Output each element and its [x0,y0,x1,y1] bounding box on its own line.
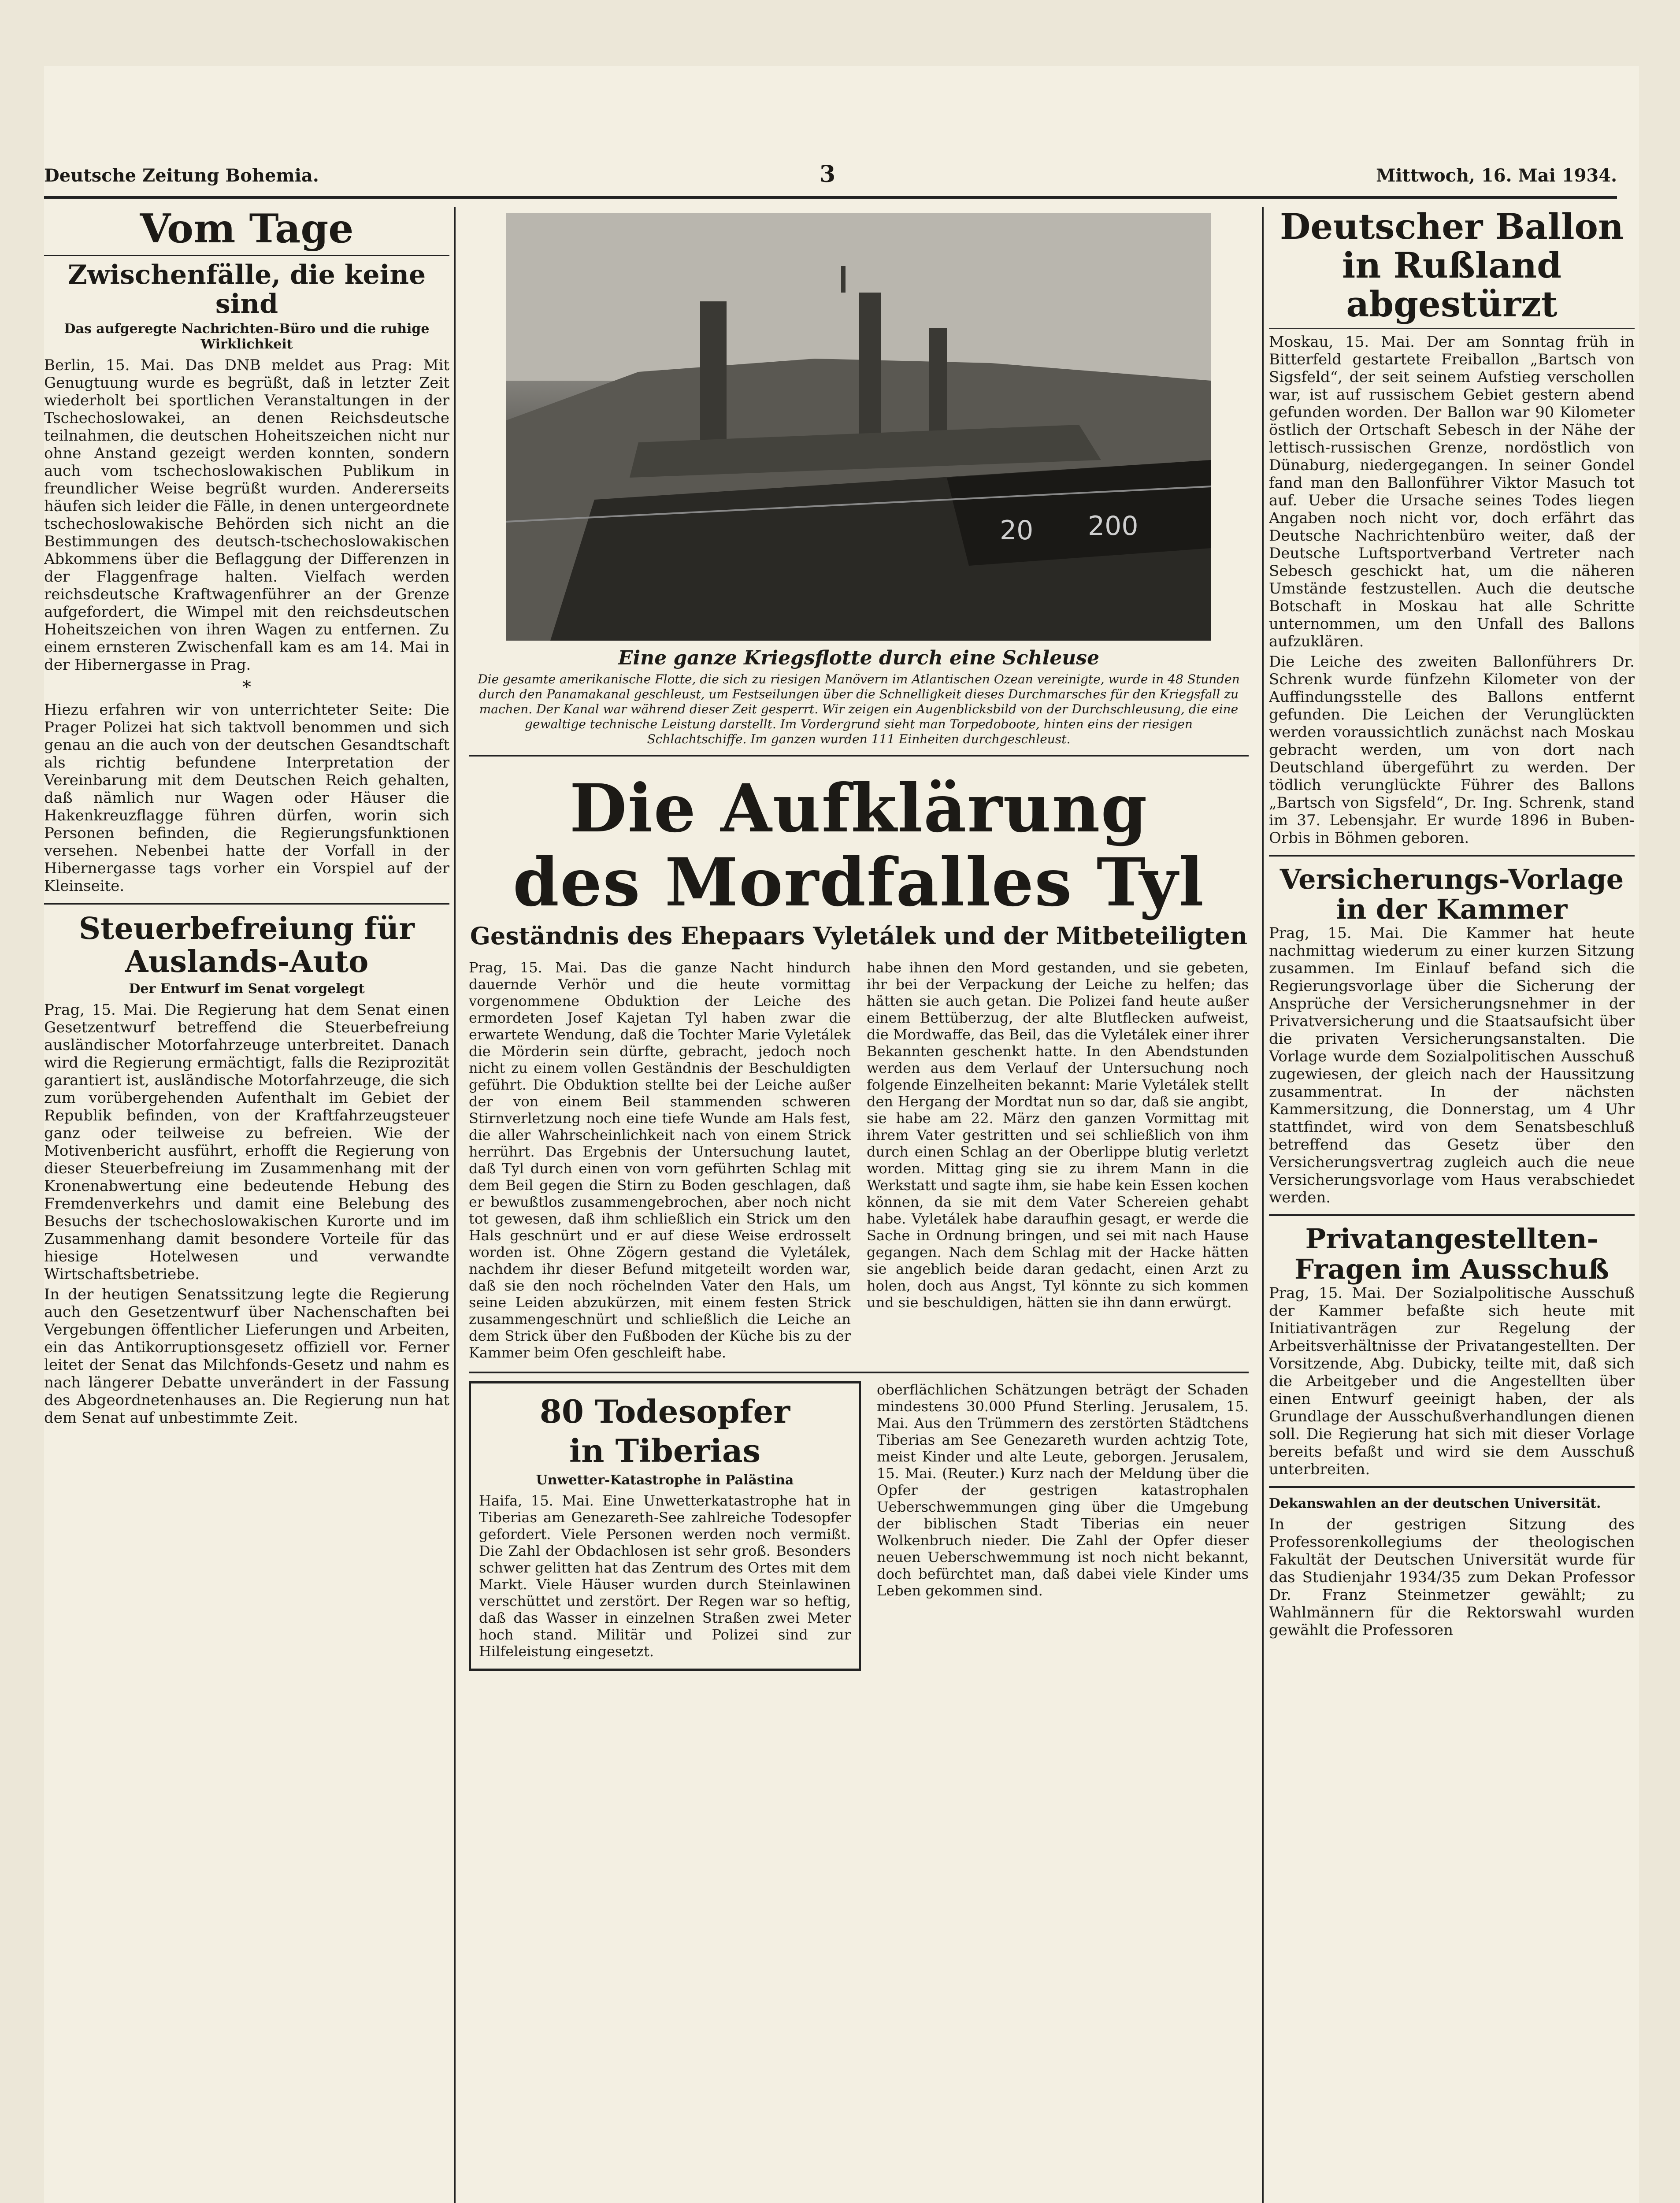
article-title: Zwischenfälle, die keine sind [67,260,426,319]
article-title: Dekanswahlen an der deutschen Universität. [1269,1495,1601,1511]
photo-caption-title: Eine ganze Kriegsflotte durch eine Schleuse [618,647,1100,669]
article-title: Versicherungs-Vorlage in der Kammer [1279,863,1624,926]
article-paragraph: Berlin, 15. Mai. Das DNB meldet aus Prag: Mit Genugtuung wurde es begrüßt, daß in letzter Zeit wiederholt bei sportlichen Veranstaltungen in der Tschechoslowakei, an denen Reichsdeutsche teilnahmen, die deutschen Hoheitszeichen nicht nur ohne Anstand gezeigt werden konnten, sondern auch vom tschechoslowakischen Publikum in freundlicher Weise begrüßt wurden. Andererseits häufen sich leider die Fälle, in denen untergeordnete tschechoslowakische Behörden sich nicht an die Bestimmungen des deutsch-tschechoslowakischen Abkommens über die Beflaggung der Differenzen in der Flaggenfrage halten. Vielfach werden reichsdeutsche Kraftwagenführer an der Grenze aufgefordert, die Wimpel mit den reichsdeutschen Hoheitszeichen von ihren Wagen zu entfernen. Zu einem ernsteren Zwischenfall kam es am 14. Mai in der Hibernergasse in Prag. [44,356,449,674]
issue-date: Mittwoch, 16. Mai 1934. [1376,165,1617,186]
article-paragraph: Die Leiche des zweiten Ballonführers Dr. Schrenk wurde fünfzehn Kilometer von der Auffindungsstelle des Ballons entfernt gefunden. Die Leichen der Verunglückten werden voraussichtlich zunächst nach Moskau gebracht werden, um von dort nach Deutschland übergeführt zu werden. Der tödlich verunglückte Führer des Ballons „Bartsch von Sigsfeld“, Dr. Ing. Schrenk, stand im 37. Lebensjahr. Er wurde 1896 in Buben-Orbis in Böhmen geboren. [1269,653,1635,847]
right-column [1269,207,1635,2203]
page-header [44,161,1617,199]
vom-tage-heading: Vom Tage [140,207,354,252]
divider [1269,1214,1635,1216]
masthead-left: Deutsche Zeitung Bohemia. [44,165,319,186]
separator-mark: * [242,677,251,697]
tiberias-subtitle: Unwetter-Katastrophe in Palästina [536,1472,794,1488]
divider [44,903,449,905]
article-paragraph: Haifa, 15. Mai. Eine Unwetterkatastrophe hat in Tiberias am Genezareth-See zahlreiche Todesopfer gefordert. Viele Personen werden noch vermißt. Die Zahl der Obdachlosen ist sehr groß. Besonders schwer gelitten hat das Zentrum des Ortes mit dem Markt. Viele Häuser wurden durch Steinlawinen verschüttet und zerstört. Der Regen war so heftig, daß das Wasser in einzelnen Straßen zwei Meter hoch stand. Militär und Polizei sind zur Hilfeleistung eingesetzt. [479,1492,851,1660]
left-column [44,207,449,2203]
article-paragraph: In der heutigen Senatssitzung legte die Regierung auch den Gesetzentwurf über Nachenschaften bei Vergebungen öffentlicher Lieferungen und Arbeiten, ein das Antikorruptionsgesetz offiziell vor. Ferner leitet der Senat das Milchfonds-Gesetz und nahm es nach längerer Debatte unverändert in der Fassung des Abgeordnetenhauses an. Die Regierung nun hat dem Senat auf unbestimmte Zeit. [44,1285,449,1427]
battleship-photo [506,213,1211,641]
article-paragraph: Prag, 15. Mai. Der Sozialpolitische Ausschuß der Kammer befaßte sich heute mit Initiativanträgen zur Regelung der Arbeitsverhältnisse der Privatangestellten. Der Vorsitzende, Abg. Dubicky, teilte mit, daß sich die Arbeitgeber und die Angestellten über einen Entwurf geeinigt haben, der als Grundlage der Ausschußverhandlungen dienen soll. Die Regierung hat sich mit dieser Vorlage bereits befaßt und wird sie dem Ausschuß unterbreiten. [1269,1284,1635,1478]
article-paragraph: habe ihnen den Mord gestanden, und sie gebeten, ihr bei der Verpackung der Leiche zu helfen; das hätten sie auch getan. Die Polizei fand heute außer einem Bettüberzug, der alte Blutflecken aufweist, die Mordwaffe, das Beil, das die Vyletálek einer ihrer Bekannten geschenkt hatte. In den Abendstunden werden aus dem Verlauf der Untersuchung noch folgende Einzelheiten bekannt: Marie Vyletálek stellt den Hergang der Mordtat nun so dar, daß sie angibt, sie habe am 22. März den ganzen Vormittag mit ihrem Vater gestritten und sei schließlich von ihm durch einen Schlag an der Oberlippe blutig verletzt worden. Mittag ging sie zu ihrem Mann in die Werkstatt und sagte ihm, sie habe kein Essen kochen können, da sie mit dem Vater Schereien gehabt habe. Vyletálek habe daraufhin gesagt, er werde die Sache in Ordnung bringen, und sei mit nach Hause gegangen. Nach dem Schlag mit der Hacke hätten sie angeblich beide daran gedacht, einen Arzt zu holen, doch aus Angst, Tyl könnte zu sich kommen und sie beschuldigen, hätten sie ihn dann erwürgt. [867,959,1249,1311]
headline-subtitle: Geständnis des Ehepaars Vyletálek und der Mitbeteiligten [470,922,1248,950]
divider [44,255,449,256]
article-paragraph: Moskau, 15. Mai. Der am Sonntag früh in Bitterfeld gestartete Freiballon „Bartsch von Sigsfeld“, der seit seinem Aufstieg verschollen war, ist auf russischem Gebiet gestern abend gefunden worden. Der Ballon war 90 Kilometer östlich der Ortschaft Sebesch in der Nähe der lettisch-russischen Grenze, nordöstlich von Dünaburg, niedergegangen. In seiner Gondel fand man den Ballonführer Viktor Masuch tot auf. Ueber die Ursache seines Todes liegen Angaben noch nicht vor, doch erfährt das Deutsche Nachrichtenbüro weiter, daß der Deutsche Luftsportverband Vertreter nach Sebesch geschickt hat, um die näheren Umstände festzustellen. Auch die deutsche Botschaft in Moskau hat alle Schritte unternommen, um den Unfall des Ballons aufzuklären. [1269,333,1635,650]
divider [1269,328,1635,329]
svg-text:200: 200 [1088,511,1139,541]
headline-line-2: des Mordfalles Tyl [512,843,1205,921]
article-columns [469,959,1249,1364]
tiberias-box [469,1381,861,1671]
article-paragraph: Prag, 15. Mai. Die Kammer hat heute nachmittag wiederum zu einer kurzen Sitzung zusammen. Im Einlauf befand sich die Regierungsvorlage über die Sicherung der Ansprüche der Versicherungsnehmer in der Privatversicherung und die Staatsaufsicht über die privaten Versicherungsanstalten. Die Vorlage wurde dem Sozialpolitischen Ausschuß zugewiesen, der gleich nach der Haussitzung zusammentrat. In der nächsten Kammersitzung, die Donnerstag, um 4 Uhr stattfindet, wird von dem Senatsbeschluß betreffend das Gesetz über den Versicherungsvertrag zugleich auch die neue Versicherungsvorlage vom Haus verabschiedet werden. [1269,924,1635,1207]
tiberias-section [469,1381,1249,1671]
photo-caption: Die gesamte amerikanische Flotte, die sich zu riesigen Manövern im Atlantischen Ozean vereinigte, wurde in 48 Stunden durch den Panamakanal geschleust, um Festseilungen über die Schnelligkeit dieses Durchmarsches für den Kriegsfall zu machen. Der Kanal war während dieser Zeit gesperrt. Wir zeigen ein Augenblicksbild von der Durchschleusung, die eine gewaltige technische Leistung darstellt. Im Vordergrund sieht man Torpedoboote, hinten eins der riesigen Schlachtschiffe. Im ganzen wurden 111 Einheiten durchgeschleust. [478,672,1240,746]
headline-line-1: Die Aufklärung [569,770,1148,847]
svg-text:20: 20 [1000,515,1034,546]
divider [469,1372,1249,1373]
article-title: Privatangestellten-Fragen im Ausschuß [1294,1223,1609,1285]
article-paragraph: Prag, 15. Mai. Die Regierung hat dem Senat einen Gesetzentwurf betreffend die Steuerbefreiung ausländischer Motorfahrzeuge unterbreitet. Danach wird die Regierung ermächtigt, falls die Reziprozität garantiert ist, ausländische Motorfahrzeuge, die sich zum vorübergehenden Aufenthalt im Gebiet der Republik befinden, von der Kraftfahrzeugsteuer ganz oder teilweise zu befreien. Wie der Motivenbericht ausführt, erhofft die Regierung von dieser Steuerbefreiung im Zusammenhang mit der Kronenabwertung eine bedeutende Hebung des Fremdenverkehrs und damit eine Belebung des Besuchs der tschechoslowakischen Kurorte und im Zusammenhang damit besondere Vorteile für das hiesige Hotelwesen und verwandte Wirtschaftsbetriebe. [44,1001,449,1283]
article-paragraph: oberflächlichen Schätzungen beträgt der Schaden mindestens 30.000 Pfund Sterling. Jerusalem, 15. Mai. Aus den Trümmern des zerstörten Städtchens Tiberias am See Genezareth wurden achtzig Tote, meist Kinder und alte Leute, geborgen. Jerusalem, 15. Mai. (Reuter.) Kurz nach der Meldung über die Opfer der gestrigen katastrophalen Ueberschwemmungen ging über die Umgebung der biblischen Stadt Tiberias ein neuer Wolkenbruch nieder. Die Zahl der Opfer dieser neuen Ueberschwemmung ist noch nicht bekannt, doch befürchtet man, daß dabei viele Kinder ums Leben gekommen sind. [877,1381,1249,1599]
divider [469,755,1249,757]
page-number: 3 [820,161,836,188]
middle-column [454,207,1264,2203]
article-title: Deutscher Ballon in Rußland abgestürzt [1280,207,1624,325]
divider [1269,855,1635,857]
article-paragraph: In der gestrigen Sitzung des Professorenkollegiums der theologischen Fakultät der Deutschen Universität wurde für das Studienjahr 1934/35 zum Dekan Professor Dr. Franz Steinmetzer gewählt; zu Wahlmännern für die Rektorswahl wurden gewählt die Professoren [1269,1515,1635,1639]
article-title: Steuerbefreiung für Auslands-Auto [79,911,415,979]
article-paragraph: Hiezu erfahren wir von unterrichteter Seite: Die Prager Polizei hat sich taktvoll benommen und sich genau an die auch von der deutschen Gesandtschaft als richtig befundene Interpretation der Vereinbarung mit dem Deutschen Reich gehalten, daß nämlich nur Wagen oder Häuser die Hakenkreuzflagge führen dürfen, worin sich Personen befinden, die Regierungsfunktionen versehen. Nebenbei hatte der Vorfall in der Hibernergasse tags vorher ein Vorspiel auf der Kleinseite. [44,701,449,895]
tiberias-title-1: 80 Todesopfer [539,1392,790,1430]
newspaper-page [44,66,1639,2203]
article-subtitle: Das aufgeregte Nachrichten-Büro und die ruhige Wirklichkeit [64,321,430,352]
divider [1269,1486,1635,1488]
article-paragraph: Prag, 15. Mai. Das die ganze Nacht hindurch dauernde Verhör und die heute vormittag vorgenommene Obduktion der Leiche des ermordeten Josef Kajetan Tyl haben zwar die erwartete Wendung, daß die Tochter Marie Vyletálek die Mörderin sein dürfte, gebracht, jedoch noch nicht zu einem vollen Geständnis der Beschuldigten geführt. Die Obduktion stellte bei der Leiche außer der von einem Beil stammenden schweren Stirnverletzung noch eine tiefe Wunde am Hals fest, die aller Wahrscheinlichkeit nach von einem Strick herrührt. Das Ergebnis der Untersuchung lautet, daß Tyl durch einen von vorn geführten Schlag mit dem Beil gegen die Stirn zu Boden geschlagen, daß er bewußtlos zusammengebrochen, aber noch nicht tot gewesen, daß ihm schließlich ein Strick um den Hals geschnürt und er auf diese Weise erdrosselt worden ist. Ohne Zögern gestand die Vyletálek, nachdem ihr dieser Befund mitgeteilt worden war, daß sie den noch röchelnden Vater den Hals, um seine Leiden abzukürzen, mit einem festen Strick zusammengeschnürt und schließlich die Leiche an dem Strick über den Fußboden der Küche bis zu der Kammer beim Ofen geschleift habe. [469,959,851,1361]
tiberias-title-2: in Tiberias [569,1432,761,1469]
photo-illustration [506,213,1211,641]
article-subtitle: Der Entwurf im Senat vorgelegt [129,981,365,997]
